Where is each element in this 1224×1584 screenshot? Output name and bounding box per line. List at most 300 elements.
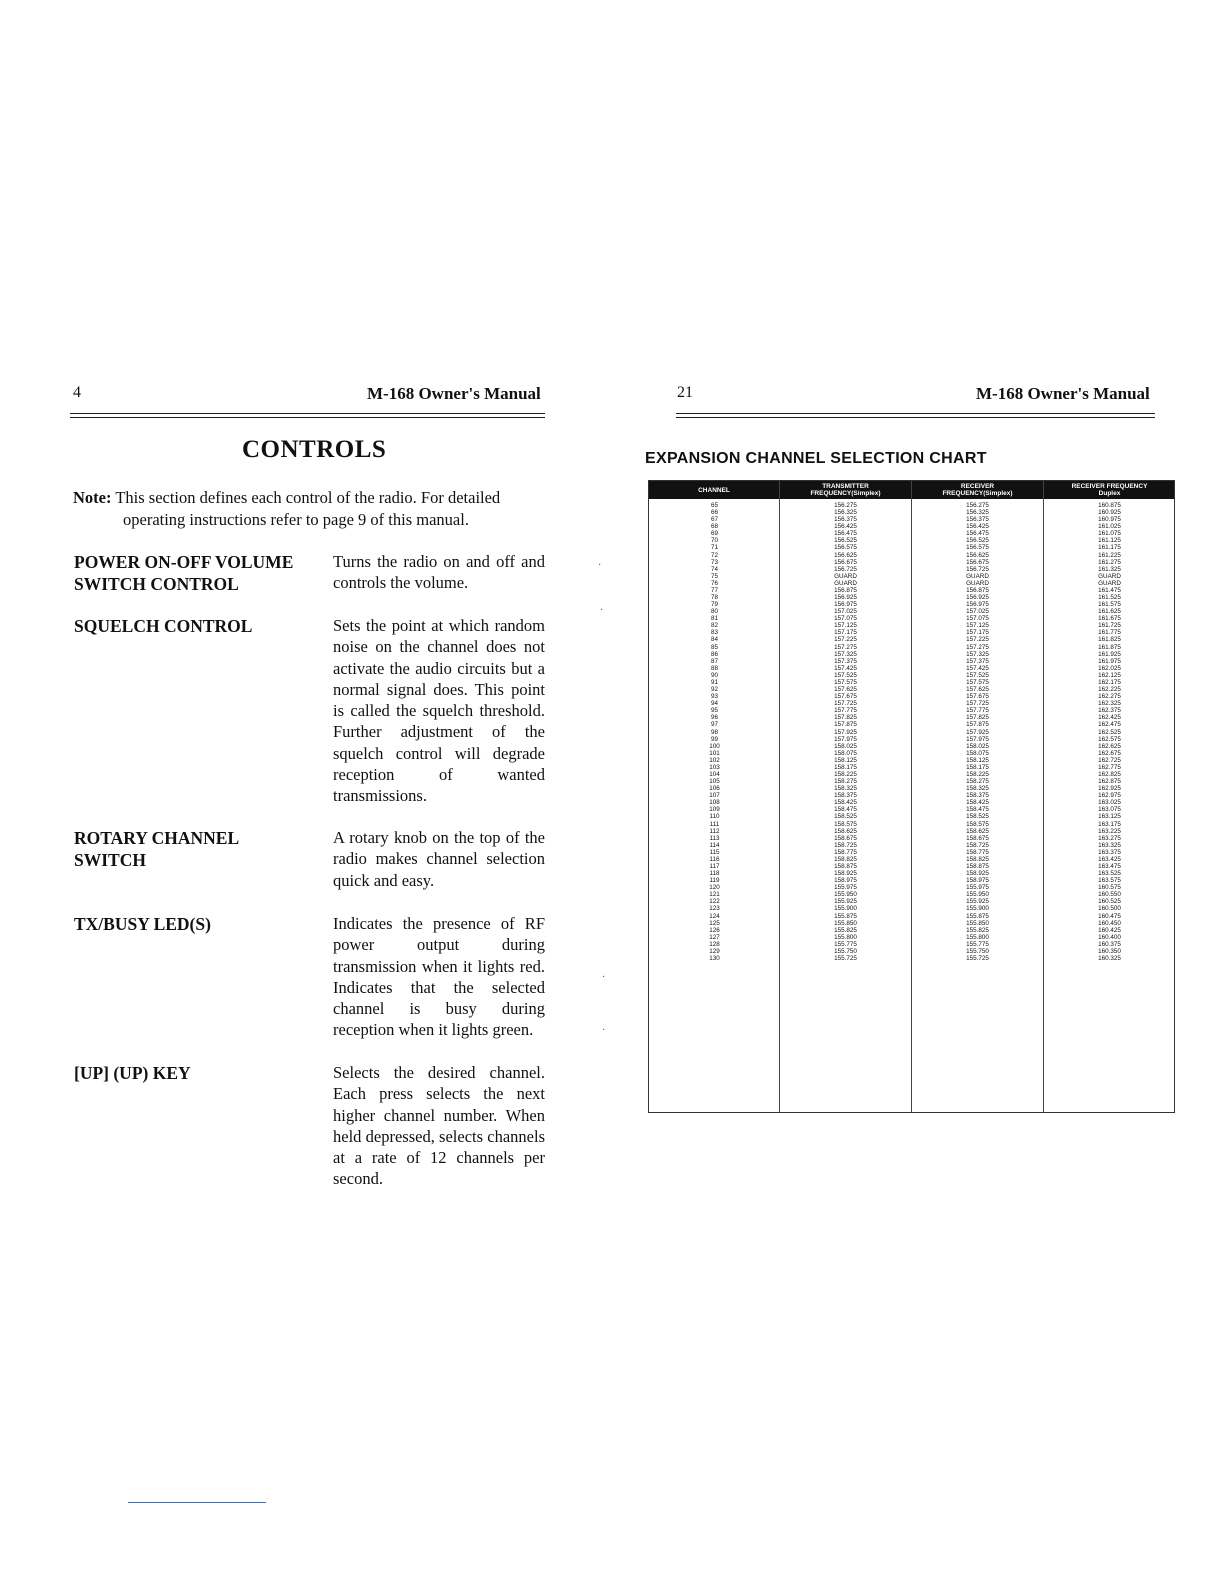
receiver-cell: 158.675	[966, 834, 989, 842]
duplex-cell: 161.825	[1098, 636, 1121, 644]
duplex-cell: 161.225	[1098, 551, 1121, 559]
duplex-cell: 162.675	[1098, 749, 1121, 757]
duplex-cell: 161.475	[1098, 586, 1121, 594]
transmitter-cell: GUARD	[834, 579, 857, 587]
receiver-cell: 158.425	[966, 799, 989, 807]
receiver-cell: 155.850	[966, 919, 989, 927]
receiver-cell: 158.575	[966, 820, 989, 828]
note-label: Note:	[73, 488, 112, 507]
receiver-cell: 156.875	[966, 586, 989, 594]
right-header-rule-top	[676, 413, 1155, 414]
channel-cell: 92	[710, 686, 718, 694]
transmitter-cell: 158.075	[834, 749, 857, 757]
duplex-cell: 162.025	[1098, 664, 1121, 672]
receiver-cell: 157.675	[966, 693, 989, 701]
transmitter-cell: 158.825	[834, 855, 857, 863]
transmitter-cell: 155.725	[834, 955, 857, 962]
duplex-cell: 162.275	[1098, 693, 1121, 701]
header-transmitter-line1: TRANSMITTER	[822, 483, 869, 490]
transmitter-cell: 157.725	[834, 700, 857, 708]
header-receiver-line1: RECEIVER	[960, 483, 995, 490]
duplex-cell: 160.425	[1098, 926, 1121, 934]
header-transmitter	[780, 481, 911, 499]
receiver-cell: 156.275	[966, 502, 989, 509]
transmitter-cell: 155.850	[834, 919, 857, 927]
transmitter-cell: 157.075	[834, 615, 857, 623]
duplex-cell: 161.275	[1098, 558, 1121, 566]
receiver-cell: 155.825	[966, 926, 989, 934]
channel-cell: 96	[710, 714, 718, 722]
transmitter-cell: 158.375	[834, 792, 857, 800]
transmitter-cell: 158.975	[834, 877, 857, 885]
header-receiver-line2: FREQUENCY(Simplex)	[942, 490, 1013, 497]
transmitter-column	[780, 502, 911, 962]
transmitter-cell: 157.775	[834, 707, 857, 715]
transmitter-cell: 155.875	[834, 912, 857, 920]
transmitter-cell: 157.925	[834, 728, 857, 736]
duplex-cell: 160.975	[1098, 516, 1121, 524]
receiver-cell: 155.800	[966, 933, 989, 941]
duplex-cell: 160.400	[1098, 933, 1121, 941]
left-page-number: 4	[73, 384, 81, 401]
duplex-cell: 160.575	[1098, 884, 1121, 892]
receiver-cell: 157.225	[966, 636, 989, 644]
channel-cell: 77	[710, 586, 718, 594]
duplex-cell: 160.500	[1098, 905, 1121, 913]
receiver-cell: 156.675	[966, 558, 989, 566]
channel-cell: 71	[710, 544, 718, 552]
duplex-cell: 162.375	[1098, 707, 1121, 715]
channel-cell: 101	[709, 749, 720, 757]
transmitter-cell: 156.475	[834, 530, 857, 538]
channel-cell: 107	[709, 792, 720, 800]
duplex-cell: 162.925	[1098, 785, 1121, 793]
receiver-cell: 158.075	[966, 749, 989, 757]
receiver-cell: 158.475	[966, 806, 989, 814]
right-header-rule-bottom	[676, 417, 1155, 418]
transmitter-cell: 158.925	[834, 870, 857, 878]
receiver-cell: 157.075	[966, 615, 989, 623]
duplex-cell: 162.325	[1098, 700, 1121, 708]
duplex-cell: 162.725	[1098, 756, 1121, 764]
receiver-cell: 158.375	[966, 792, 989, 800]
receiver-cell: 156.575	[966, 544, 989, 552]
receiver-cell: 156.975	[966, 601, 989, 609]
receiver-cell: 158.125	[966, 756, 989, 764]
receiver-cell: 156.375	[966, 516, 989, 524]
transmitter-cell: 157.675	[834, 693, 857, 701]
channel-cell: 73	[710, 558, 718, 566]
control-desc-squelch: Sets the point at which random noise on the channel does not activate the audio circuits but a normal signal does. This point is called the squelch threshold. Further adjustment of the squelch control will degrade reception of wanted transmissions.	[333, 616, 545, 806]
duplex-cell: 161.575	[1098, 601, 1121, 609]
channel-cell: 123	[709, 905, 720, 913]
channel-cell: 118	[709, 870, 720, 878]
channel-cell: 67	[710, 516, 718, 524]
duplex-cell: 162.525	[1098, 728, 1121, 736]
receiver-cell: 157.825	[966, 714, 989, 722]
duplex-cell: 163.425	[1098, 855, 1121, 863]
receiver-cell: 157.175	[966, 629, 989, 637]
receiver-cell: 158.625	[966, 827, 989, 835]
transmitter-cell: GUARD	[834, 572, 857, 580]
duplex-cell: 163.375	[1098, 848, 1121, 856]
duplex-cell: 163.075	[1098, 806, 1121, 814]
receiver-cell: 155.925	[966, 898, 989, 906]
transmitter-cell: 156.375	[834, 516, 857, 524]
channel-cell: 91	[710, 678, 718, 686]
transmitter-cell: 156.575	[834, 544, 857, 552]
transmitter-cell: 158.625	[834, 827, 857, 835]
control-desc-rotary: A rotary knob on the top of the radio makes channel selection quick and easy.	[333, 828, 545, 890]
control-name-rotary: ROTARY CHANNEL SWITCH	[74, 828, 239, 870]
receiver-cell: 158.875	[966, 862, 989, 870]
receiver-cell: 155.750	[966, 947, 989, 955]
duplex-cell: 162.175	[1098, 678, 1121, 686]
duplex-cell: 160.375	[1098, 940, 1121, 948]
duplex-cell: 161.725	[1098, 622, 1121, 630]
channel-cell: 129	[709, 947, 720, 955]
channel-cell: 78	[710, 594, 718, 602]
channel-cell: 95	[710, 707, 718, 715]
transmitter-cell: 157.975	[834, 735, 857, 743]
channel-cell: 97	[710, 721, 718, 729]
section-title: CONTROLS	[242, 436, 387, 463]
receiver-cell: 157.775	[966, 707, 989, 715]
receiver-cell: 157.925	[966, 728, 989, 736]
duplex-cell: 160.525	[1098, 898, 1121, 906]
channel-cell: 106	[709, 785, 720, 793]
transmitter-cell: 155.950	[834, 891, 857, 899]
transmitter-cell: 158.025	[834, 742, 857, 750]
transmitter-cell: 157.025	[834, 608, 857, 616]
duplex-cell: 163.475	[1098, 862, 1121, 870]
duplex-cell: 160.325	[1098, 955, 1121, 962]
duplex-cell: 163.175	[1098, 820, 1121, 828]
duplex-cell: 162.625	[1098, 742, 1121, 750]
receiver-cell: 156.475	[966, 530, 989, 538]
margin-dot: ·	[600, 605, 604, 616]
channel-cell: 114	[709, 841, 720, 849]
receiver-cell: 158.275	[966, 778, 989, 786]
channel-cell: 113	[709, 834, 720, 842]
channel-cell: 112	[709, 827, 720, 835]
receiver-cell: 158.975	[966, 877, 989, 885]
receiver-cell: 158.725	[966, 841, 989, 849]
transmitter-cell: 158.125	[834, 756, 857, 764]
receiver-cell: 158.325	[966, 785, 989, 793]
channel-cell: 82	[710, 622, 718, 630]
duplex-cell: 161.675	[1098, 615, 1121, 623]
transmitter-cell: 156.425	[834, 523, 857, 531]
transmitter-cell: 156.675	[834, 558, 857, 566]
duplex-column	[1044, 502, 1175, 962]
channel-cell: 87	[710, 657, 718, 665]
channel-cell: 121	[709, 891, 720, 899]
transmitter-cell: 157.825	[834, 714, 857, 722]
transmitter-cell: 157.375	[834, 657, 857, 665]
channel-cell: 111	[709, 820, 720, 828]
transmitter-cell: 157.525	[834, 671, 857, 679]
transmitter-cell: 156.925	[834, 594, 857, 602]
channel-column	[649, 502, 780, 962]
transmitter-cell: 155.800	[834, 933, 857, 941]
duplex-cell: 162.825	[1098, 770, 1121, 778]
receiver-cell: 157.275	[966, 643, 989, 651]
left-header-title: M-168 Owner's Manual	[367, 384, 541, 403]
transmitter-cell: 156.525	[834, 537, 857, 545]
transmitter-cell: 156.325	[834, 509, 857, 517]
channel-cell: 130	[709, 955, 720, 962]
receiver-cell: 157.375	[966, 657, 989, 665]
transmitter-cell: 157.175	[834, 629, 857, 637]
transmitter-cell: 156.875	[834, 586, 857, 594]
channel-cell: 108	[709, 799, 720, 807]
channel-cell: 125	[709, 919, 720, 927]
transmitter-cell: 158.575	[834, 820, 857, 828]
note	[73, 487, 553, 531]
channel-cell: 70	[710, 537, 718, 545]
duplex-cell: 161.975	[1098, 657, 1121, 665]
channel-cell: 85	[710, 643, 718, 651]
channel-cell: 66	[710, 509, 718, 517]
channel-cell: 94	[710, 700, 718, 708]
receiver-cell: GUARD	[966, 579, 989, 587]
channel-cell: 75	[710, 572, 718, 580]
receiver-column	[912, 502, 1043, 962]
transmitter-cell: 158.475	[834, 806, 857, 814]
duplex-cell: 161.325	[1098, 565, 1121, 573]
channel-cell: 90	[710, 671, 718, 679]
channel-cell: 65	[710, 502, 718, 509]
transmitter-cell: 157.275	[834, 643, 857, 651]
channel-cell: 99	[710, 735, 718, 743]
receiver-cell: 156.325	[966, 509, 989, 517]
right-header-title: M-168 Owner's Manual	[976, 384, 1150, 403]
transmitter-cell: 158.175	[834, 763, 857, 771]
footer-line	[128, 1502, 266, 1503]
receiver-cell: 155.725	[966, 955, 989, 962]
transmitter-cell: 158.725	[834, 841, 857, 849]
transmitter-cell: 158.225	[834, 770, 857, 778]
transmitter-cell: 156.275	[834, 502, 857, 509]
receiver-cell: 158.775	[966, 848, 989, 856]
receiver-cell: 157.025	[966, 608, 989, 616]
receiver-cell: 155.875	[966, 912, 989, 920]
channel-cell: 119	[709, 877, 720, 885]
transmitter-cell: 156.625	[834, 551, 857, 559]
control-desc-upkey: Selects the desired channel. Each press selects the next higher channel number. When held depressed, selects channels at a rate of 12 channels per second.	[333, 1063, 545, 1189]
right-page-number: 21	[677, 384, 693, 401]
duplex-cell: 161.925	[1098, 650, 1121, 658]
channel-cell: 68	[710, 523, 718, 531]
duplex-cell: 162.775	[1098, 763, 1121, 771]
channel-cell: 84	[710, 636, 718, 644]
chart-title: EXPANSION CHANNEL SELECTION CHART	[645, 450, 987, 467]
channel-cell: 86	[710, 650, 718, 658]
transmitter-cell: 156.725	[834, 565, 857, 573]
receiver-cell: 156.625	[966, 551, 989, 559]
receiver-cell: 158.025	[966, 742, 989, 750]
receiver-cell: 156.425	[966, 523, 989, 531]
receiver-cell: 157.975	[966, 735, 989, 743]
channel-cell: 88	[710, 664, 718, 672]
duplex-cell: 162.475	[1098, 721, 1121, 729]
channel-cell: 128	[709, 940, 720, 948]
channel-cell: 116	[709, 855, 720, 863]
transmitter-cell: 158.325	[834, 785, 857, 793]
channel-chart	[648, 480, 1175, 1113]
channel-cell: 122	[709, 898, 720, 906]
control-desc-power: Turns the radio on and off and controls the volume.	[333, 552, 545, 593]
duplex-cell: 163.225	[1098, 827, 1121, 835]
receiver-cell: 155.950	[966, 891, 989, 899]
receiver-cell: 157.875	[966, 721, 989, 729]
duplex-cell: 162.125	[1098, 671, 1121, 679]
transmitter-cell: 158.675	[834, 834, 857, 842]
header-duplex-line1: RECEIVER FREQUENCY	[1071, 483, 1148, 490]
margin-dot: ·	[602, 972, 606, 983]
receiver-cell: 155.900	[966, 905, 989, 913]
receiver-cell: 156.725	[966, 565, 989, 573]
duplex-cell: 161.775	[1098, 629, 1121, 637]
duplex-cell: 160.350	[1098, 947, 1121, 955]
duplex-cell: 163.275	[1098, 834, 1121, 842]
transmitter-cell: 155.975	[834, 884, 857, 892]
header-duplex	[1044, 481, 1175, 499]
channel-cell: 126	[709, 926, 720, 934]
duplex-cell: 161.075	[1098, 530, 1121, 538]
control-desc-txbusy: Indicates the presence of RF power output during transmission when it lights red. Indicates that the selected channel is busy during reception when it lights green.	[333, 914, 545, 1040]
transmitter-cell: 155.900	[834, 905, 857, 913]
duplex-cell: 160.875	[1098, 502, 1121, 509]
header-channel	[649, 481, 779, 499]
channel-cell: 69	[710, 530, 718, 538]
transmitter-cell: 157.575	[834, 678, 857, 686]
channel-cell: 79	[710, 601, 718, 609]
note-line-2: operating instructions refer to page 9 of this manual.	[123, 510, 469, 529]
receiver-cell: 157.575	[966, 678, 989, 686]
channel-cell: 105	[709, 778, 720, 786]
duplex-cell: 161.125	[1098, 537, 1121, 545]
channel-cell: 115	[709, 848, 720, 856]
transmitter-cell: 157.875	[834, 721, 857, 729]
receiver-cell: 157.625	[966, 686, 989, 694]
receiver-cell: 156.925	[966, 594, 989, 602]
channel-cell: 72	[710, 551, 718, 559]
duplex-cell: GUARD	[1098, 572, 1121, 580]
control-name-squelch: SQUELCH CONTROL	[74, 616, 253, 636]
duplex-cell: 162.875	[1098, 778, 1121, 786]
receiver-cell: 157.125	[966, 622, 989, 630]
transmitter-cell: 157.225	[834, 636, 857, 644]
receiver-cell: 157.325	[966, 650, 989, 658]
transmitter-cell: 155.925	[834, 898, 857, 906]
channel-cell: 74	[710, 565, 718, 573]
transmitter-cell: 158.525	[834, 813, 857, 821]
note-line-1: This section defines each control of the radio. For detailed	[115, 488, 501, 507]
duplex-cell: 161.875	[1098, 643, 1121, 651]
transmitter-cell: 158.775	[834, 848, 857, 856]
channel-cell: 102	[709, 756, 720, 764]
control-name-power: POWER ON-OFF VOLUME SWITCH CONTROL	[74, 552, 294, 594]
channel-cell: 83	[710, 629, 718, 637]
receiver-cell: 158.925	[966, 870, 989, 878]
duplex-cell: 163.325	[1098, 841, 1121, 849]
duplex-cell: 162.975	[1098, 792, 1121, 800]
receiver-cell: 157.425	[966, 664, 989, 672]
transmitter-cell: 157.125	[834, 622, 857, 630]
channel-cell: 127	[709, 933, 720, 941]
transmitter-cell: 156.975	[834, 601, 857, 609]
receiver-cell: 156.525	[966, 537, 989, 545]
channel-cell: 100	[709, 742, 720, 750]
channel-cell: 81	[710, 615, 718, 623]
receiver-cell: 158.525	[966, 813, 989, 821]
duplex-cell: 162.225	[1098, 686, 1121, 694]
channel-cell: 104	[709, 770, 720, 778]
transmitter-cell: 155.775	[834, 940, 857, 948]
duplex-cell: 163.525	[1098, 870, 1121, 878]
receiver-cell: 157.725	[966, 700, 989, 708]
channel-cell: 124	[709, 912, 720, 920]
channel-cell: 103	[709, 763, 720, 771]
duplex-cell: 161.025	[1098, 523, 1121, 531]
duplex-cell: 161.175	[1098, 544, 1121, 552]
duplex-cell: 160.450	[1098, 919, 1121, 927]
left-header-rule-top	[70, 413, 545, 414]
receiver-cell: GUARD	[966, 572, 989, 580]
transmitter-cell: 158.425	[834, 799, 857, 807]
duplex-cell: 163.575	[1098, 877, 1121, 885]
header-channel-label: CHANNEL	[698, 486, 730, 494]
header-transmitter-line2: FREQUENCY(Simplex)	[810, 490, 881, 497]
channel-cell: 117	[709, 862, 720, 870]
duplex-cell: 163.025	[1098, 799, 1121, 807]
receiver-cell: 158.825	[966, 855, 989, 863]
receiver-cell: 155.775	[966, 940, 989, 948]
receiver-cell: 158.225	[966, 770, 989, 778]
duplex-cell: 161.625	[1098, 608, 1121, 616]
channel-cell: 109	[709, 806, 720, 814]
left-header-rule-bottom	[70, 417, 545, 418]
transmitter-cell: 157.625	[834, 686, 857, 694]
duplex-cell: GUARD	[1098, 579, 1121, 587]
margin-dot: ·	[598, 560, 602, 571]
channel-cell: 93	[710, 693, 718, 701]
transmitter-cell: 157.325	[834, 650, 857, 658]
duplex-cell: 163.125	[1098, 813, 1121, 821]
control-name-upkey: [UP] (UP) KEY	[74, 1063, 191, 1083]
duplex-cell: 160.925	[1098, 509, 1121, 517]
channel-cell: 120	[709, 884, 720, 892]
duplex-cell: 160.475	[1098, 912, 1121, 920]
transmitter-cell: 157.425	[834, 664, 857, 672]
channel-cell: 80	[710, 608, 718, 616]
transmitter-cell: 155.825	[834, 926, 857, 934]
header-duplex-line2: Duplex	[1098, 490, 1121, 497]
transmitter-cell: 158.275	[834, 778, 857, 786]
duplex-cell: 162.425	[1098, 714, 1121, 722]
duplex-cell: 162.575	[1098, 735, 1121, 743]
transmitter-cell: 158.875	[834, 862, 857, 870]
receiver-cell: 155.975	[966, 884, 989, 892]
duplex-cell: 161.525	[1098, 594, 1121, 602]
margin-dot: ·	[602, 1025, 606, 1036]
channel-cell: 110	[709, 813, 720, 821]
receiver-cell: 158.175	[966, 763, 989, 771]
header-receiver	[912, 481, 1043, 499]
receiver-cell: 157.525	[966, 671, 989, 679]
